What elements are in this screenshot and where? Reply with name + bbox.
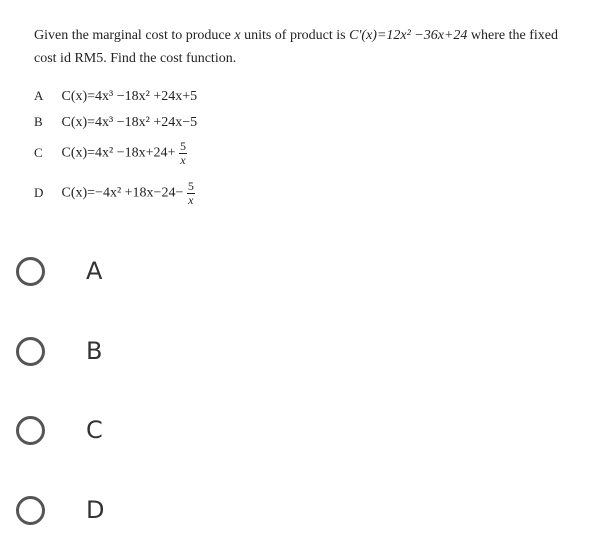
radio-label[interactable]: A <box>86 257 103 285</box>
radio-label[interactable]: D <box>86 496 105 524</box>
fraction-numerator: 5 <box>179 139 186 153</box>
choice-letter: A <box>34 88 44 103</box>
choice-d <box>34 180 195 207</box>
choice-letter: C <box>34 144 43 160</box>
radio-circle-icon[interactable] <box>16 257 45 286</box>
fraction-numerator: 5 <box>187 179 194 193</box>
question-text <box>34 24 574 70</box>
radio-circle-icon[interactable] <box>16 496 45 525</box>
choice-letter: D <box>34 184 44 200</box>
choice-expression: C(x)=4x³ −18x² +24x−5 <box>61 115 198 130</box>
question-intro: Given the marginal cost to produce <box>34 28 231 43</box>
radio-circle-icon[interactable] <box>16 416 45 445</box>
choice-c <box>34 140 187 167</box>
choice-expression: C(x)=4x³ −18x² +24x+5 <box>61 89 198 104</box>
choice-a <box>34 88 197 105</box>
choice-letter: B <box>34 114 43 129</box>
question-ending: where the fixed cost id RM5. Find the cost function. <box>34 28 558 66</box>
fraction <box>187 180 195 207</box>
radio-circle-icon[interactable] <box>16 337 45 366</box>
question-middle: units of product is <box>244 28 346 43</box>
radio-option-d[interactable] <box>16 490 216 530</box>
choice-b <box>34 114 197 131</box>
fraction <box>179 140 187 167</box>
choice-expression: C(x)=−4x² +18x−24− <box>61 185 184 201</box>
radio-option-b[interactable] <box>16 331 216 371</box>
variable-x: x <box>234 28 241 43</box>
radio-label[interactable]: B <box>86 337 103 365</box>
radio-label[interactable]: C <box>86 416 103 444</box>
marginal-cost-expression: C'(x)=12x² −36x+24 <box>349 28 468 43</box>
radio-option-a[interactable] <box>16 251 216 291</box>
choice-expression: C(x)=4x² −18x+24+ <box>61 145 176 161</box>
fraction-denominator: x <box>188 193 194 207</box>
fraction-denominator: x <box>180 153 186 167</box>
radio-option-c[interactable] <box>16 410 216 450</box>
